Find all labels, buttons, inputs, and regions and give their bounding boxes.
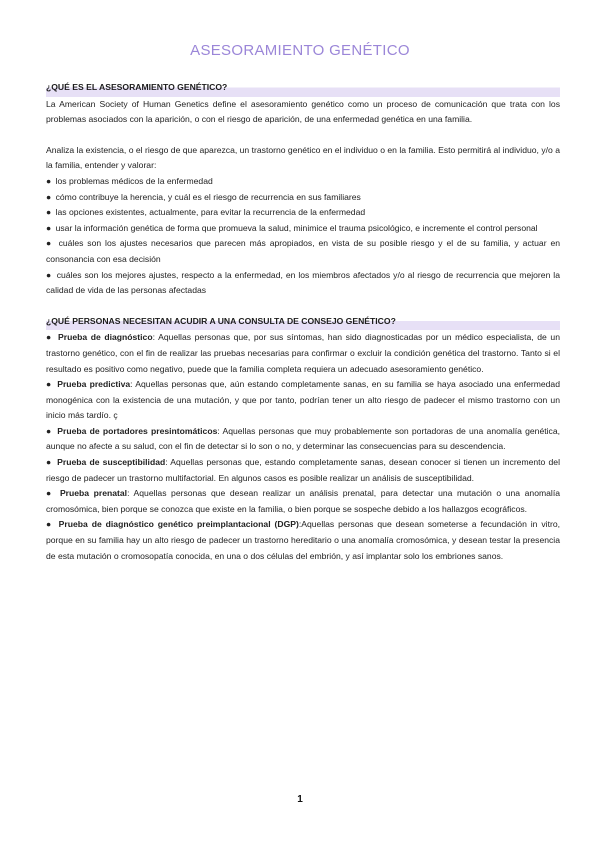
item-label: Prueba de diagnóstico genético preimplantacional (DGP) xyxy=(58,519,299,530)
list-item: ● cuáles son los mejores ajustes, respecto a la enfermedad, en los miembros afectados y/o al riesgo de recurrencia que mejoren la calidad de vida de las personas afectadas xyxy=(46,269,560,296)
list-item: ● las opciones existentes, actualmente, para evitar la recurrencia de la enfermedad xyxy=(46,207,366,218)
list-item-diagnostic xyxy=(46,330,560,377)
item-text: : Aquellas personas que, por sus síntomas, han sido diagnosticadas por un médico especialista, de un trastorno genético, con el fin de realizar las pruebas necesarias para confirmar o excluir la condición genética del trastorno. Tanto si el resultado es positivo como negativo, puede que la familia completa requiera un adecuado asesoramiento genético. xyxy=(46,332,560,374)
list-item: ● los problemas médicos de la enfermedad xyxy=(46,175,213,186)
list-item-carriers xyxy=(46,424,560,455)
list-item: ● cuáles son los ajustes necesarios que parecen más apropiados, en vista de su posible riesgo y el de su familia, y actuar en consonancia con esa decisión xyxy=(46,238,561,264)
list-item-prenatal xyxy=(46,486,560,517)
bullet-icon: ● xyxy=(46,238,53,249)
bullet-icon: ● xyxy=(46,379,53,390)
bullet-icon: ● xyxy=(46,222,52,233)
item-label: Prueba de susceptibilidad xyxy=(57,457,166,468)
bullet-icon: ● xyxy=(46,175,52,186)
item-text: : Aquellas personas que desean realizar un análisis prenatal, para detectar una mutación o una anomalía cromosómica, bien porque se conozca que existe en la familia, o bien porque se sospeche debido a los hallazgos ecográficos. xyxy=(46,488,560,514)
page-number: 1 xyxy=(297,794,303,805)
item-label: Prueba prenatal xyxy=(59,488,128,499)
bullet-icon: ● xyxy=(46,207,52,218)
list-item-dgp xyxy=(46,517,560,564)
item-label: Prueba de portadores presintomáticos xyxy=(57,425,218,436)
item-text: :Aquellas personas que desean someterse a fecundación in vitro, porque en su familia hay un alto riesgo de padecer un trastorno hereditario o una anomalía cromosómica, y desean testar la presencia de esta mutación o cromosopatía conocida, en una o dos células del embrión, y así implantar solo los embriones sanos. xyxy=(46,519,560,561)
paragraph-definition: La American Society of Human Genetics define el asesoramiento genético como un proceso de comunicación que trata con los problemas asociados con la aparición, o con el riesgo de aparición, de una enfermedad genética en una familia. xyxy=(46,98,560,125)
page-title: ASESORAMIENTO GENÉTICO xyxy=(190,42,410,59)
section-heading-what-is: ¿QUÉ ES EL ASESORAMIENTO GENÉTICO? xyxy=(46,80,560,97)
bullet-icon: ● xyxy=(46,269,52,280)
item-text: : Aquellas personas que, estando completamente sanas, desean conocer si tienen un incremento del riesgo de padecer un trastorno multifactorial. En algunos casos es posible realizar un análisis de susceptibilidad. xyxy=(46,457,560,483)
bullet-icon: ● xyxy=(46,457,52,468)
paragraph-analysis: Analiza la existencia, o el riesgo de que aparezca, un trastorno genético en el individuo o en la familia. Esto permitirá al individuo, y/o a la familia, entender y valorar: xyxy=(46,144,560,171)
test-types-list xyxy=(46,330,560,564)
item-label: Prueba de diagnóstico xyxy=(58,332,153,343)
list-item-susceptibility xyxy=(46,455,560,486)
list-item: ● cómo contribuye la herencia, y cuál es el riesgo de recurrencia en sus familiares xyxy=(46,191,361,202)
bullet-icon: ● xyxy=(46,332,53,343)
document-body xyxy=(46,80,560,564)
item-text: : Aquellas personas que, aún estando completamente sanas, en su familia se haya asociado una enfermedad monogénica con la existencia de una mutación, y que por tanto, podrían tener un alto riesgo de padecer el mismo trastorno con un inicio más tardío. ç xyxy=(46,379,560,421)
bullet-icon: ● xyxy=(46,425,53,436)
list-item: ● usar la información genética de forma que promueva la salud, minimice el trauma psicológico, e incremente el control personal xyxy=(46,222,538,233)
bullet-icon: ● xyxy=(46,488,54,499)
item-label: Prueba predictiva xyxy=(57,379,131,390)
bullet-icon: ● xyxy=(46,191,52,202)
bullet-icon: ● xyxy=(46,519,53,530)
list-item-predictive xyxy=(46,377,560,424)
item-text: : Aquellas personas que muy probablemente son portadoras de una anomalía genética, aunque no afecte a su salud, con el fin de detectar si lo son o no, y determinar las consecuencias para su descendencia. xyxy=(46,425,560,452)
bullet-list-understand xyxy=(46,174,560,299)
section-heading-who-needs: ¿QUÉ PERSONAS NECESITAN ACUDIR A UNA CONSULTA DE CONSEJO GENÉTICO? xyxy=(46,314,560,331)
